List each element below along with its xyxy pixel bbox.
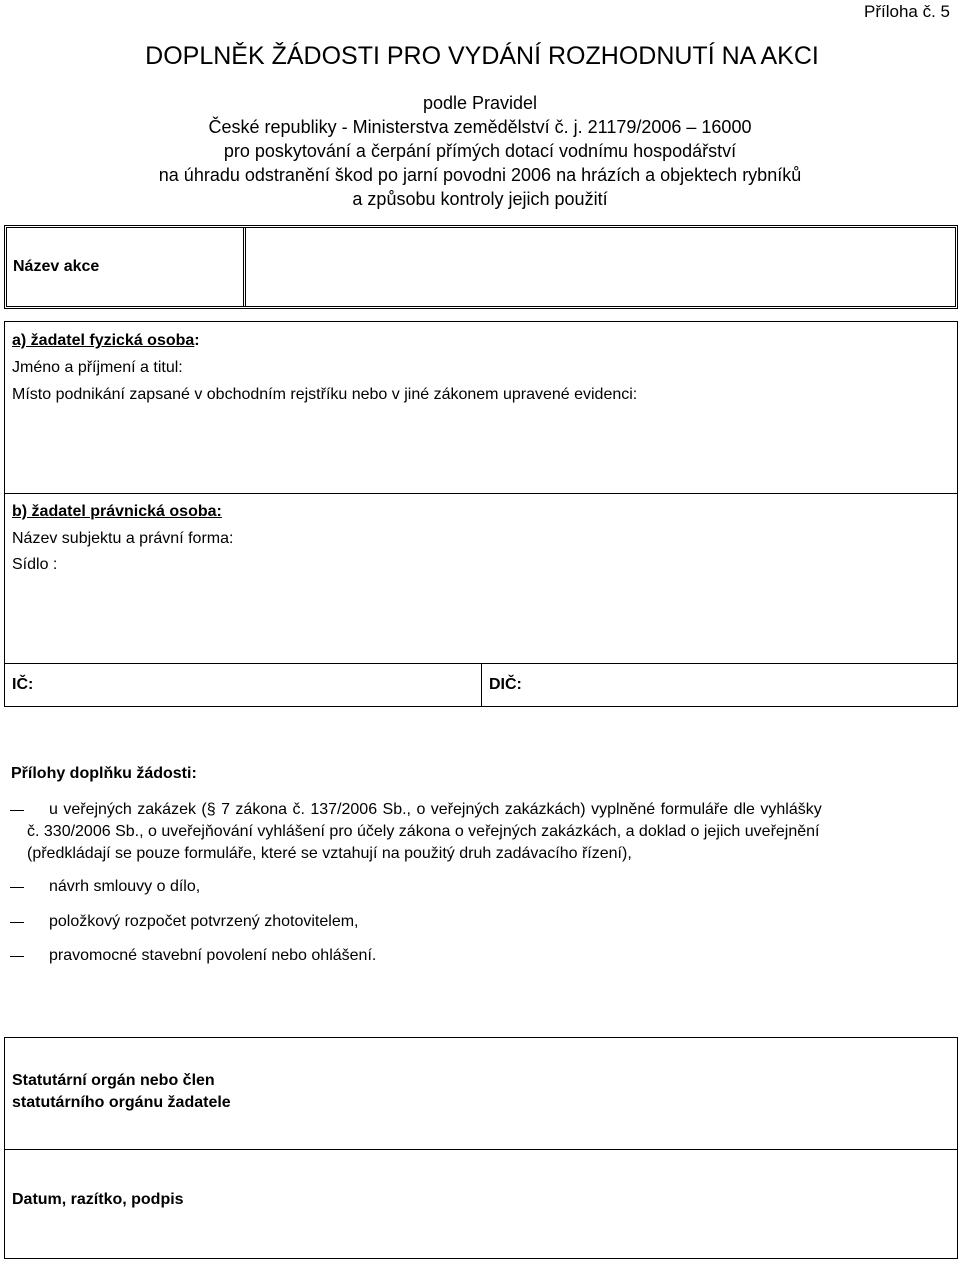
action-name-box [4,225,958,309]
ids-divider [481,664,482,706]
statutory-label: Statutární orgán nebo člen statutárního orgánu žadatele [12,1072,231,1111]
dash-icon [10,887,24,888]
dash-icon [10,956,24,957]
subtitle-line: pro poskytování a čerpání přímých dotací vodnímu hospodářství [223,141,737,161]
attachment-item: pravomocné stavební povolení nebo ohlášení. [49,947,377,964]
action-divider [243,228,249,306]
attachments-heading: Přílohy doplňku žádosti: [11,765,197,782]
page-title: DOPLNĚK ŽÁDOSTI PRO VYDÁNÍ ROZHODNUTÍ NA AKCI [145,42,819,70]
dash-icon [10,922,24,923]
ic-label: IČ: [12,676,34,693]
seat-label: Sídlo : [12,556,58,573]
subtitle [0,91,960,211]
attachment-item: návrh smlouvy o dílo, [49,878,201,895]
ids-box [4,663,958,707]
date-stamp-label: Datum, razítko, podpis [12,1191,184,1208]
annex-number: Příloha č. 5 [864,2,950,21]
business-place-label: Místo podnikání zapsané v obchodním rejstříku nebo v jiné zákonem upravené evidenci: [12,386,638,403]
subtitle-line: České republiky - Ministerstva zemědělství č. j. 21179/2006 – 16000 [208,117,752,137]
subtitle-line: a způsobu kontroly jejich použití [352,189,608,209]
statutory-box [4,1037,958,1150]
date-stamp-box [4,1149,958,1259]
entity-name-label: Název subjektu a právní forma: [12,530,234,547]
action-name-label: Název akce [13,258,100,275]
dic-label: DIČ: [489,676,522,693]
applicant-legal-heading: b) žadatel právnická osoba: [12,503,222,520]
applicant-individual-heading: a) žadatel fyzická osoba: [12,332,200,349]
attachment-item: položkový rozpočet potvrzený zhotovitelem, [49,913,359,930]
applicant-individual-box [4,321,958,494]
subtitle-line: podle Pravidel [422,93,538,113]
subtitle-line: na úhradu odstranění škod po jarní povodni 2006 na hrázích a objektech rybníků [158,165,802,185]
dash-icon [10,810,24,811]
attachment-item: u veřejných zakázek (§ 7 zákona č. 137/2006 Sb., o veřejných zakázkách) vyplněné formuláře dle vyhlášky č. 330/2006 Sb., o uveřejňování vyhlášení pro účely zákona o veřejných zakázkách, a doklad o jejich uveřejnění (předkládají se pouze formuláře, které se vztahují na použitý druh zadávacího řízení), [27,801,822,862]
action-name-field[interactable] [257,258,947,282]
applicant-legal-box [4,493,958,664]
name-label: Jméno a příjmení a titul: [12,359,183,376]
